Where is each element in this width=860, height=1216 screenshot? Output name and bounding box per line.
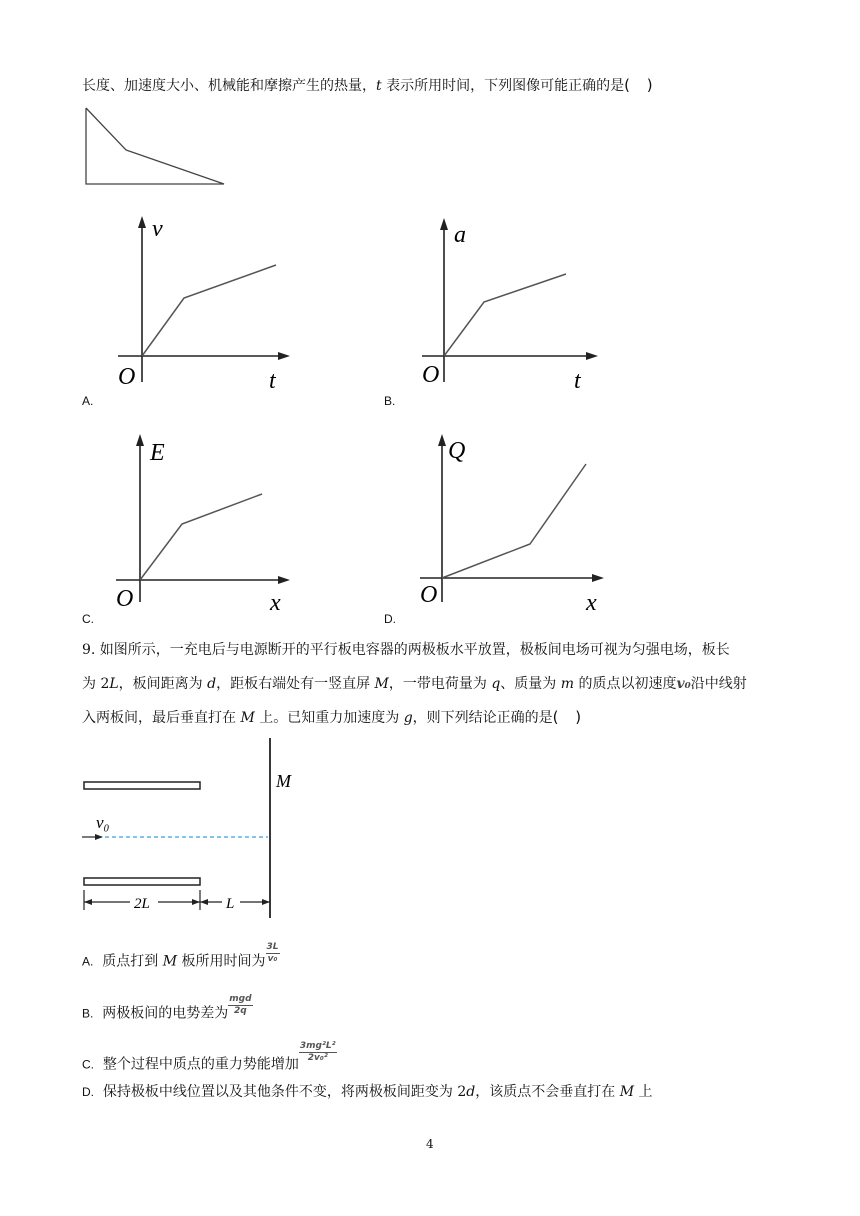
- option-b[interactable]: [82, 994, 253, 1025]
- q9-l2-var-L: L: [109, 676, 119, 692]
- q9-l3-part-a: 入两板间，最后垂直打在: [82, 710, 241, 726]
- option-c-fraction: [299, 1041, 337, 1064]
- dim-L-label: L: [226, 896, 235, 912]
- capacitor-figure: [76, 736, 316, 922]
- q9-l3-var-M: M: [240, 710, 255, 726]
- dim-2L-label: 2L: [134, 896, 150, 912]
- q9-l2-part-f: 、质量为: [500, 676, 561, 692]
- option-b-frac-den: 2q: [234, 1006, 247, 1016]
- q9-answer-bracket: ( ): [552, 708, 588, 726]
- v0-label: v₀: [96, 813, 110, 832]
- q8-answer-bracket: ( ): [624, 76, 659, 94]
- graph-d-x-arrow: [592, 574, 604, 582]
- graph-d-x-label: x: [586, 590, 597, 614]
- graph-b-origin: O: [422, 362, 440, 388]
- graph-b-y-label: a: [454, 222, 466, 248]
- page-number: 4: [426, 1137, 434, 1151]
- q8-stem-var-t: t: [376, 78, 382, 94]
- graph-c-option-label: C.: [82, 612, 94, 626]
- q9-stem-line-3: [82, 707, 587, 728]
- q9-l3-part-c: ，则下列结论正确的是: [412, 710, 553, 726]
- option-c-frac-den: 2v₀²: [307, 1053, 328, 1063]
- q9-l3-var-g: g: [403, 710, 413, 726]
- q9-l3-part-b: 上。已知重力加速度为: [254, 710, 404, 726]
- bottom-plate: [84, 878, 200, 885]
- graph-c-curve: [140, 494, 262, 580]
- graph-d-origin: O: [420, 582, 438, 608]
- q9-l2-part-a: 为 2: [82, 676, 110, 692]
- screen-m-label: M: [276, 771, 291, 791]
- q8-stem-text: 长度、加速度大小、机械能和摩擦产生的热量，: [82, 78, 376, 94]
- q8-stem-rest: 表示所用时间，下列图像可能正确的是: [381, 78, 625, 94]
- option-c-letter: C.: [82, 1057, 94, 1072]
- graph-d-y-arrow: [438, 434, 446, 446]
- q9-stem-line-2: [82, 674, 747, 694]
- q9-l2-part-h: 沿中线射: [690, 676, 747, 692]
- dim-2L-arrow-left: [84, 899, 92, 905]
- q9-l2-var-m: m: [560, 676, 575, 692]
- graph-c-x-arrow: [278, 576, 290, 584]
- graph-d-curve: [442, 464, 586, 578]
- option-d-text-b: ，该质点不会垂直打在: [475, 1084, 620, 1100]
- graph-a-curve: [142, 265, 276, 356]
- q9-l2-part-b: ，板间距离为: [118, 676, 208, 692]
- option-d-text-c: 上: [634, 1084, 653, 1100]
- graph-a-x-label: t: [269, 368, 276, 394]
- v0-arrow-head: [95, 834, 103, 840]
- q8-stem-line: [82, 75, 659, 96]
- incline-outline: [86, 108, 224, 184]
- option-d[interactable]: [82, 1082, 652, 1102]
- option-c[interactable]: [82, 1041, 337, 1076]
- option-d-var-d: d: [466, 1084, 476, 1100]
- graph-c-y-label: E: [150, 440, 165, 466]
- graph-d-y-label: Q: [448, 438, 466, 464]
- option-d-letter: D.: [82, 1085, 94, 1099]
- graph-b-curve: [444, 274, 566, 356]
- graph-b-x-arrow: [586, 352, 598, 360]
- top-plate: [84, 782, 200, 789]
- option-b-text: 两极板间的电势差为: [102, 1005, 229, 1022]
- q9-l2-part-c: ，距板右端处有一竖直屏: [216, 676, 375, 692]
- graph-a-origin: O: [118, 364, 136, 390]
- q9-l2-part-e: ，一带电荷量为: [388, 676, 492, 692]
- option-a-text-b: 板所用时间为: [177, 953, 266, 970]
- option-a-frac-num: 3L: [266, 942, 279, 952]
- dim-L-arrow-left: [200, 899, 208, 905]
- graph-a-y-arrow: [138, 216, 146, 228]
- option-a-text: 质点打到: [102, 953, 163, 970]
- graph-a-option-label: A.: [82, 394, 94, 408]
- graph-b: [418, 212, 618, 394]
- option-d-text: 保持极板中线位置以及其他条件不变，将两极板间距变为 2: [102, 1084, 467, 1100]
- option-a-fraction: [266, 942, 280, 965]
- dim-2L-arrow-right: [192, 899, 200, 905]
- graph-a-x-arrow: [278, 352, 290, 360]
- incline-figure: [82, 104, 230, 190]
- option-b-letter: B.: [82, 1006, 94, 1021]
- option-d-var-M: M: [619, 1084, 635, 1100]
- option-b-frac-num: mgd: [229, 994, 252, 1004]
- q9-l2-part-g: 的质点以初速度: [574, 676, 677, 692]
- graph-c: [112, 428, 312, 614]
- graph-b-option-label: B.: [384, 394, 396, 408]
- graph-c-y-arrow: [136, 434, 144, 446]
- graph-a-y-label: v: [152, 216, 163, 242]
- graph-a: [112, 212, 312, 394]
- dim-L-arrow-right: [262, 899, 270, 905]
- option-a-frac-den: v₀: [267, 954, 278, 964]
- graph-b-x-label: t: [574, 368, 581, 394]
- q9-stem-line-1: 9. 如图所示，一充电后与电源断开的平行板电容器的两极板水平放置，极板间电场可视为匀强电场，板长: [82, 642, 730, 658]
- graph-c-origin: O: [116, 586, 134, 612]
- option-a-var-M: M: [162, 953, 178, 970]
- q9-l2-var-v0: v₀: [676, 676, 691, 692]
- graph-b-y-arrow: [440, 218, 448, 230]
- option-c-frac-num: 3mg²L²: [299, 1041, 336, 1051]
- graph-d-option-label: D.: [384, 612, 396, 626]
- graph-d: [418, 428, 618, 614]
- q9-l2-var-d: d: [207, 676, 217, 692]
- option-a[interactable]: [82, 942, 280, 973]
- option-b-fraction: [228, 994, 252, 1017]
- graph-c-x-label: x: [270, 590, 281, 614]
- option-a-letter: A.: [82, 954, 94, 969]
- option-c-text: 整个过程中质点的重力势能增加: [102, 1056, 299, 1073]
- q9-l2-var-q: q: [491, 676, 501, 692]
- q9-l2-var-M: M: [374, 676, 389, 692]
